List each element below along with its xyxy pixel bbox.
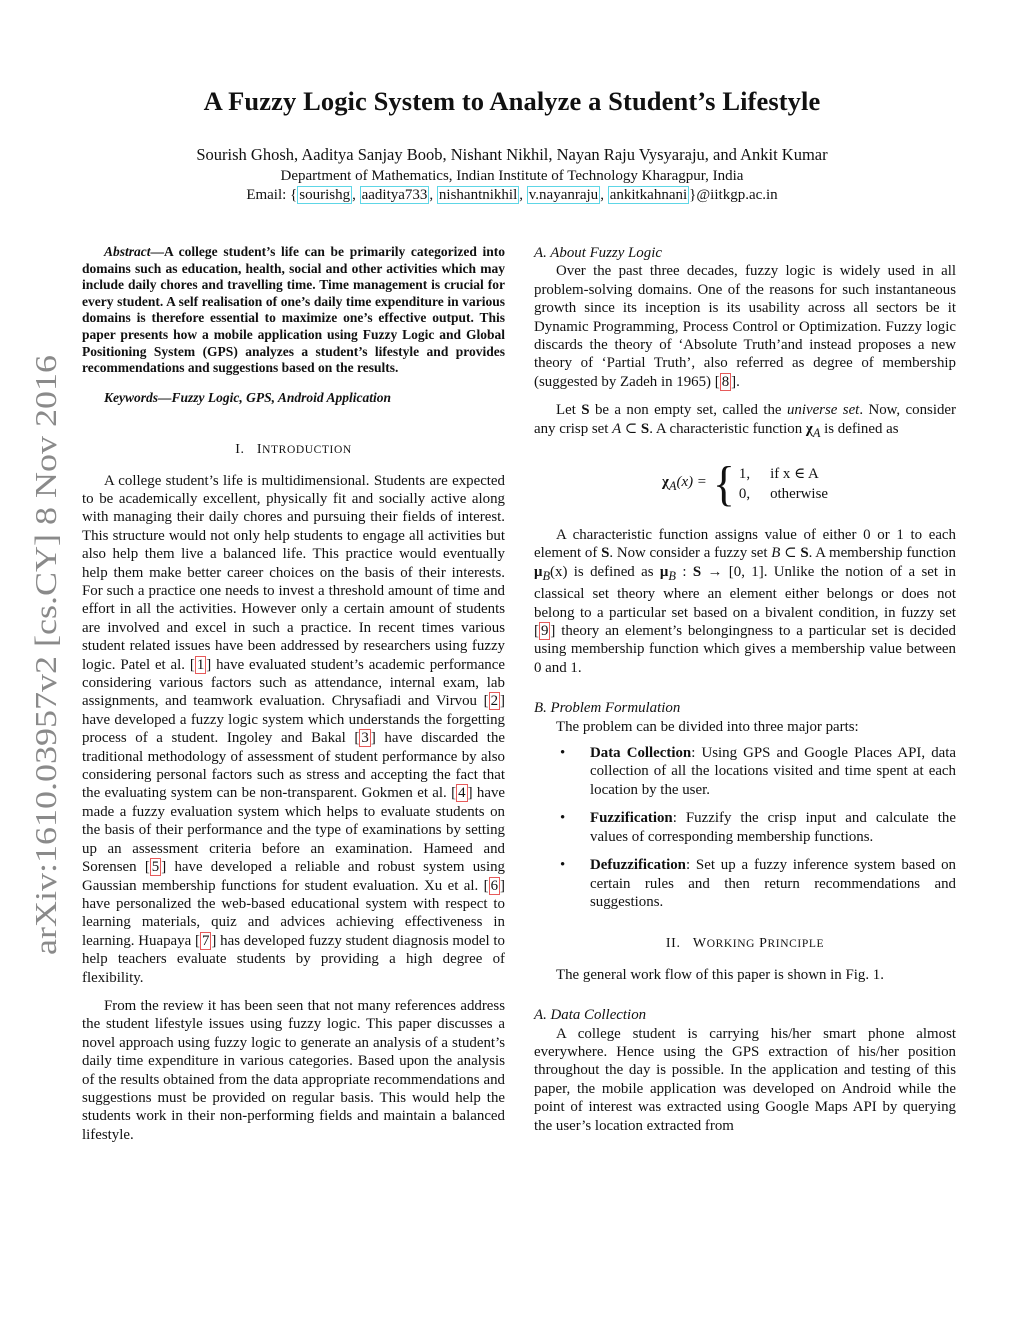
- paragraph-gap: [82, 987, 505, 997]
- math-symbol: χ: [662, 473, 669, 490]
- arxiv-identifier: [14, 350, 74, 960]
- math-symbol: A ⊂: [612, 420, 641, 437]
- email-line: Email: { sourishg , aaditya733 , nishantnikhil , v.nayanraju , ankitkahnani }@iitkgp.ac.in: [246, 187, 778, 203]
- abstract-text: —A college student’s life can be primarily categorized into domains such as education, health, social and other activities which may include daily chores and travelling time. Time management is crucial for every student. A self realisation of one’s daily time expenditure in various domains is therefore essential to maximize one’s effective output. This paper presents how a mobile application using Fuzzy Logic and Global Positioning System (GPS) analyzes a student’s lifestyle and provides recommendations and suggestions based on the results.: [82, 244, 505, 376]
- citation-link-6[interactable]: 6: [490, 877, 499, 894]
- problem-parts-list: [534, 744, 956, 911]
- email-suffix: }@iitkgp.ac.in: [689, 187, 778, 203]
- section-heading-introduction: [82, 441, 505, 459]
- section-title-rest: RINCIPLE: [767, 938, 825, 951]
- equation-lhs: [662, 473, 707, 495]
- fuzzy-logic-paragraph-3: A characteristic function assigns value of either 0 or 1 to each element of S. Now consider a fuzzy set B ⊂ S. A membership function $\mu_B(x)$ is defined as $\mu_B$ : S → [0, 1]. Unlike the notion of a set in classical set theory where an element either belongs or does not belong to a particular set based on a bivalent condition, in fuzzy set [ 9 ] theory an element’s belongingness to a particular set is decided using membership function which gives a membership value between 0 and 1.: [534, 527, 956, 676]
- list-item-term: Defuzzification: [590, 857, 686, 874]
- email-link-nishantnikhil[interactable]: nishantnikhil: [438, 187, 518, 203]
- text-run: theory an element’s belongingness to a particular set is decided using membership function which gives a membership value between 0 and 1.: [534, 623, 956, 676]
- text-run: have evaluated student’s academic performance considering various factors such as attendance, internal exam, lab assignments, and teamwork evaluation. Chrysafiadi and Virvou: [82, 656, 505, 710]
- citation-link-7[interactable]: 7: [201, 932, 210, 949]
- bullet-icon: •: [560, 745, 566, 762]
- problem-formulation-intro: The problem can be divided into three major parts:: [556, 718, 859, 735]
- citation-link-2[interactable]: 2: [490, 693, 499, 710]
- email-prefix: Email: {: [246, 187, 298, 203]
- text-run: .: [736, 373, 740, 390]
- math-subscript: B: [668, 568, 676, 583]
- paragraph-gap: [534, 391, 956, 401]
- list-item-text: : Fuzzify the crisp input and calculate the values of corresponding membership functions.: [590, 810, 956, 845]
- citation-link-8[interactable]: 8: [721, 373, 730, 390]
- section-heading-working-principle: [534, 935, 956, 953]
- text-run: A college student’s life is multidimensional. Students are expected to be academically excellent, physically fit and socially active along with managing their daily chores and pursuing their fields of interest. This structure would not only help students to engage all activities but also help them live a balanced life. This practice would eventually help them make better career choices on the basis of their interests. For such a practice one needs to invest a threshold amount of time and effort in all the activities. However only a certain amount of students are involved and excel in such a practice. In recent times various student related issues have been addressed by researchers using fuzzy logic. Patel et al.: [82, 472, 505, 673]
- text-run: have developed a reliable and robust system using Gaussian membership functions for student evaluation. Xu et al.: [82, 859, 505, 894]
- bullet-icon: •: [560, 857, 566, 874]
- text-run: Let: [556, 402, 582, 419]
- author-list: Sourish Ghosh, Aaditya Sanjay Boob, Nishant Nikhil, Nayan Raju Vysyaraju, and Ankit Kumar: [196, 145, 828, 164]
- list-item: [534, 744, 956, 799]
- text-run: has developed fuzzy student diagnosis model to help teachers evaluate students by providing a high degree of flexibility.: [82, 932, 505, 986]
- section-numeral: I.: [235, 442, 245, 458]
- working-principle-paragraph: The general work flow of this paper is shown in Fig. 1.: [556, 966, 884, 983]
- citation-link-5[interactable]: 5: [151, 859, 160, 876]
- arxiv-identifier-svg: [14, 350, 74, 960]
- math-subscript: B: [542, 568, 551, 583]
- case-value: 1,: [738, 465, 751, 482]
- right-column: [534, 244, 956, 1135]
- text-run: be a non empty set, called the: [589, 402, 787, 419]
- text-run: have personalized the web-based educational system with respect to learning materials, quiz and advices achieving effectiveness in learning. Huapaya: [82, 895, 505, 949]
- subsection-heading-data-collection: A. Data Collection: [534, 1007, 647, 1024]
- data-collection-paragraph: A college student is carrying his/her smart phone almost everywhere. Hence using the GPS extraction of his/her position throughout the day is possible. In the application and testing of this paper, the mobile application was developed on Android while the point of interest was extracted using Google Maps API by querying the user’s location extracted from: [534, 1025, 956, 1134]
- arxiv-identifier-text: arXiv:1610.03957v2 [cs.CY] 8 Nov 2016: [28, 438, 63, 955]
- email-link-sourishg[interactable]: sourishg: [299, 187, 351, 203]
- text-run: . Now consider a fuzzy set: [609, 545, 772, 562]
- text-run: (x) is defined as: [550, 563, 660, 580]
- citation-link-9[interactable]: 9: [540, 623, 549, 640]
- abstract-label: Abstract: [104, 244, 151, 259]
- math-subscript: A: [668, 478, 677, 493]
- left-column: [82, 244, 505, 1144]
- paper-title: A Fuzzy Logic System to Analyze a Student’s Lifestyle: [203, 86, 821, 116]
- intro-paragraph-1: A college student’s life is multidimensional. Students are expected to be academically excellent, physically fit and socially active along with managing their daily chores and pursuing their fields of interest. This structure would not only help students to engage all activities but also help them live a balanced life. This practice would eventually help them make better career choices on the basis of their interests. For such a practice one needs to invest a threshold amount of time and effort in all the activities. However only a certain amount of students are involved and excel in such a practice. In recent times various student related issues have been addressed by researchers using fuzzy logic. Patel et al. [ 1 ] have evaluated student’s academic performance considering various factors such as attendance, internal exam, lab assignments, and teamwork evaluation. Chrysafiadi and Virvou [ 2 ] have developed a fuzzy logic system which understands the forgetting process of a student. Ingoley and Bakal [ 3 ] have discarded the traditional methodology of assessment of student performance by also considering personal factors such as stress and accepting the fact that the evaluating system can be non-transparent. Gokmen et al. [ 4 ] have made a fuzzy evaluation system which helps to evaluate students on the basis of their performance and the type of examinations by setting up an assessment criteria before an examination. Hameed and Sorensen [ 5 ] have developed a reliable and robust system using Gaussian membership functions for student evaluation. Xu et al. [ 6 ] have personalized the web-based educational system with respect to learning materials, quiz and advices achieving effectiveness in learning. Huapaya [ 7 ] has developed fuzzy student diagnosis model to help teachers evaluate students by providing a high degree of flexibility.: [82, 472, 506, 986]
- math-symbol: S: [640, 420, 650, 437]
- text-run: . A membership function: [808, 545, 956, 562]
- section-title-rest: ORKING: [706, 938, 756, 951]
- section-title-rest: NTRODUCTION: [262, 444, 352, 457]
- text-run: have made a fuzzy evaluation system which helps to evaluate students on the basis of their performance and the type of examinations by setting up an assessment criteria before an examination. Hameed and Sorensen: [82, 785, 505, 876]
- citation-link-3[interactable]: 3: [361, 730, 369, 747]
- math-symbol: S: [800, 545, 809, 562]
- list-item: [534, 809, 956, 846]
- case-condition: if x ∈ A: [770, 465, 819, 482]
- math-symbol: S: [581, 402, 590, 419]
- math-subscript: A: [812, 425, 821, 440]
- equation-brace: {: [712, 456, 735, 511]
- keywords: Keywords—Fuzzy Logic, GPS, Android Application: [104, 389, 392, 405]
- list-item-term: Data Collection: [590, 745, 692, 762]
- math-symbol: S: [601, 545, 610, 562]
- text-run: have developed a fuzzy logic system which understands the forgetting process of a student. Ingoley and Bakal: [82, 711, 505, 747]
- case-condition: otherwise: [770, 486, 828, 503]
- emphasis: universe set: [786, 402, 860, 419]
- list-item-text: : Set up a fuzzy inference system based on certain rules and then return recommendations and suggestions.: [590, 857, 956, 910]
- math-symbol: (x) =: [676, 473, 707, 490]
- math-symbol: χ: [805, 420, 813, 437]
- math-symbol: B ⊂: [771, 545, 801, 562]
- intro-paragraph-2: From the review it has been seen that not many references address the student lifestyle issues using fuzzy logic. This paper discusses a novel approach using fuzzy logic to generate an analysis of a student’s daily time expenditure in various categories. Based upon the analysis of the results obtained from the data appropriate recommendations and suggestions must be provided on regular basis. This would help the students work in their non-performing fields and maintain a balanced lifestyle.: [82, 997, 505, 1143]
- text-run: have discarded the traditional methodology of assessment of student performance by also considering personal factors such as stress and accepting the fact that the evaluating system can be non-transparent. Gokmen et al.: [82, 730, 506, 802]
- text-run: A characteristic function assigns value of either 0 or 1 to each element of: [534, 527, 956, 562]
- text-run: . A characteristic function: [649, 420, 806, 437]
- case-value: 0,: [738, 486, 751, 503]
- section-numeral: II.: [665, 936, 681, 952]
- text-run: :: [675, 563, 693, 580]
- citation-link-4[interactable]: 4: [458, 785, 466, 802]
- fuzzy-logic-paragraph-1: Over the past three decades, fuzzy logic is widely used in all problem-solving domains. One of the reasons for such instantaneous growth since its inception is its usability across all sectors be it Dynamic Programming, Process Control or Optimization. Fuzzy logic discards the theory of ‘Absolute Truth’and instead proposes a new theory of ‘Partial Truth’, also referred as degree of membership (suggested by Zadeh in 1965) [ 8 ].: [534, 263, 956, 390]
- section-title-initial: W: [692, 936, 707, 952]
- list-item-text: : Using GPS and Google Places API, data collection of all the locations visited and time spent at each location by the user.: [590, 745, 956, 798]
- list-item-term: Fuzzification: [590, 810, 673, 827]
- text-run: is defined as: [820, 420, 899, 437]
- math-symbol: S: [692, 563, 702, 580]
- citation-link-1[interactable]: 1: [196, 656, 205, 673]
- characteristic-function-equation: [534, 456, 956, 511]
- list-item: [534, 856, 956, 911]
- email-link-aaditya733[interactable]: aaditya733: [361, 187, 428, 203]
- math-symbol: μ: [534, 563, 543, 580]
- text-run: Over the past three decades, fuzzy logic is widely used in all problem-solving domains. One of the reasons for such instantaneous growth since its inception is its usability across all sectors be it Dynamic Programming, Process Control or Optimization. Fuzzy logic discards the theory of ‘Absolute Truth’and instead proposes a new theory of ‘Partial Truth’, also referred as degree of membership (suggested by Zadeh in 1965): [534, 263, 956, 390]
- abstract: [82, 244, 505, 377]
- equation-cases: [739, 465, 828, 504]
- section-title-initial: P: [759, 936, 768, 952]
- subsection-heading-about-fuzzy-logic: A. About Fuzzy Logic: [534, 245, 662, 261]
- text-run: → [0, 1]. Unlike the notion of a set in classical set theory where an element either belongs or does not belong to a particular set based on a bivalent condition, in fuzzy set: [534, 563, 956, 621]
- text-run: . Now, consider any crisp set: [534, 402, 956, 437]
- email-link-nayanraju[interactable]: v.nayanraju: [528, 187, 599, 203]
- affiliation: Department of Mathematics, Indian Institute of Technology Kharagpur, India: [280, 168, 744, 184]
- section-title-initial: I: [256, 442, 263, 458]
- bullet-icon: •: [560, 810, 566, 827]
- math-symbol: μ: [659, 563, 669, 580]
- email-link-ankitkahnani[interactable]: ankitkahnani: [609, 187, 688, 203]
- subsection-heading-problem-formulation: B. Problem Formulation: [534, 700, 681, 717]
- fuzzy-logic-paragraph-2: [534, 401, 956, 442]
